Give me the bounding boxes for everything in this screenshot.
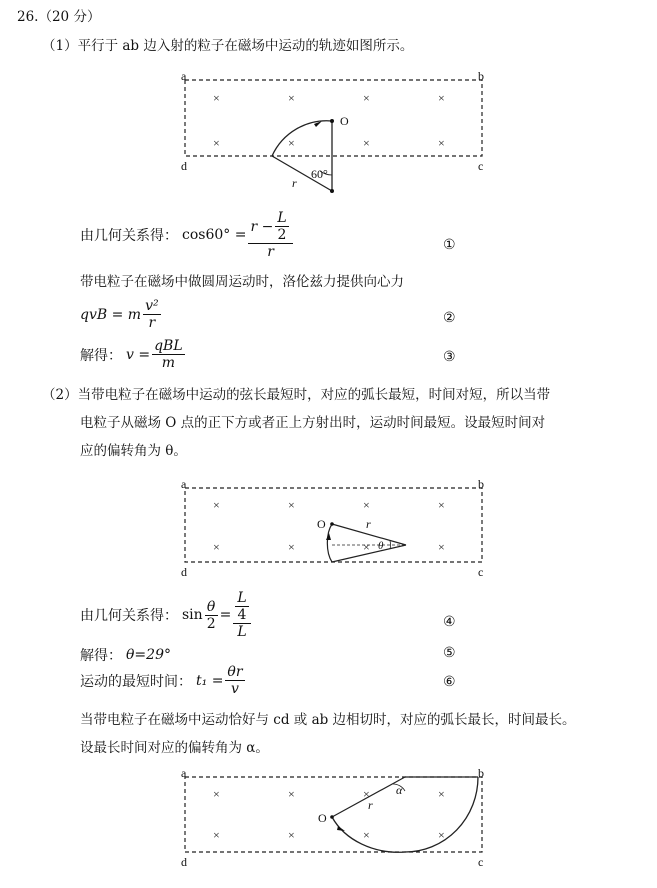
eq6-prefix: 运动的最短时间： bbox=[80, 673, 192, 690]
fig2-label-c: c bbox=[478, 565, 484, 579]
fig2-label-b: b bbox=[478, 477, 484, 491]
fig3-cross: × bbox=[438, 787, 445, 801]
eq2-num: v² bbox=[145, 298, 159, 314]
fig2-cross: × bbox=[288, 540, 295, 554]
fig2-cross: × bbox=[213, 540, 220, 554]
fig2-label-theta: θ bbox=[378, 540, 384, 552]
force-statement: 带电粒子在磁场中做圆周运动时，洛伦兹力提供向心力 bbox=[80, 274, 404, 290]
fig3-cross: × bbox=[288, 828, 295, 842]
fig2-label-r: r bbox=[366, 517, 371, 531]
part2-line-3: 应的偏转角为 θ。 bbox=[80, 443, 187, 459]
eq5-mark: ⑤ bbox=[443, 645, 456, 661]
fig3-label-r: r bbox=[368, 798, 373, 812]
fig1-cross: × bbox=[438, 136, 445, 150]
eq3-lhs: v = bbox=[126, 346, 151, 363]
eq6-mark: ⑥ bbox=[443, 674, 456, 690]
eq6-den: v bbox=[225, 680, 244, 697]
fig2-cross: × bbox=[213, 498, 220, 512]
fig3-label-O: O bbox=[318, 811, 327, 825]
fig1-cross: × bbox=[438, 91, 445, 105]
eq1-num-top: r − bbox=[250, 218, 274, 235]
eq6-lhs: t₁ = bbox=[196, 672, 224, 689]
eq3-den: m bbox=[152, 354, 185, 371]
fig2-cross: × bbox=[363, 540, 370, 554]
part1-intro: （1）平行于 ab 边入射的粒子在磁场中运动的轨迹如图所示。 bbox=[42, 38, 414, 54]
fig3-label-b: b bbox=[478, 766, 484, 780]
fig3-cross: × bbox=[213, 787, 220, 801]
fig1-label-60: 60° bbox=[311, 167, 328, 181]
fig2-cross: × bbox=[438, 540, 445, 554]
fig1-cross: × bbox=[213, 136, 220, 150]
eq1-den: r bbox=[248, 243, 292, 260]
fig1-label-r: r bbox=[292, 176, 297, 190]
eq2-den: r bbox=[143, 314, 161, 331]
eq2-mark: ② bbox=[443, 310, 456, 326]
eq1-two: 2 bbox=[275, 226, 288, 243]
eq4-prefix: 由几何关系得： bbox=[80, 608, 178, 624]
eq3-prefix: 解得： bbox=[80, 347, 122, 364]
eq3-mark: ③ bbox=[443, 349, 456, 365]
eq3-num: qBL bbox=[154, 338, 183, 354]
part3-line-2: 设最长时间对应的偏转角为 α。 bbox=[80, 740, 269, 756]
fig3-cross: × bbox=[438, 828, 445, 842]
fig1-label-c: c bbox=[478, 159, 484, 173]
fig2-label-O: O bbox=[317, 517, 326, 531]
fig1-label-d: d bbox=[181, 159, 187, 173]
fig1-label-b: b bbox=[478, 69, 484, 83]
fig2-label-a: a bbox=[181, 477, 187, 491]
fig1-cross: × bbox=[213, 91, 220, 105]
eq2-lhs: qvB = m bbox=[80, 306, 142, 323]
fig3-label-a: a bbox=[181, 766, 187, 780]
eq1-mark: ① bbox=[443, 237, 456, 253]
eq5-val: θ=29° bbox=[126, 647, 171, 663]
part2-line-1: （2）当带电粒子在磁场中运动的弦长最短时，对应的弧长最短，时间对短，所以当带 bbox=[42, 387, 551, 403]
fig1-cross: × bbox=[288, 91, 295, 105]
eq5-prefix: 解得： bbox=[80, 648, 122, 664]
eq4-theta: θ bbox=[206, 598, 216, 615]
eq4-two: 2 bbox=[206, 615, 216, 632]
eq1-L: L bbox=[277, 210, 287, 226]
fig3-label-d: d bbox=[181, 855, 187, 869]
fig3-cross: × bbox=[363, 787, 370, 801]
fig1-label-a: a bbox=[181, 69, 187, 83]
fig2-cross: × bbox=[438, 498, 445, 512]
eq1-lhs: cos60° = bbox=[182, 227, 247, 243]
fig3-label-alpha: α bbox=[396, 783, 403, 797]
eq4-den: L bbox=[233, 623, 250, 640]
fig3-label-c: c bbox=[478, 855, 484, 869]
fig1-cross: × bbox=[363, 91, 370, 105]
eq4-lhs: sin bbox=[182, 607, 203, 623]
fig2-cross: × bbox=[363, 498, 370, 512]
eq4-eq: = bbox=[219, 607, 232, 623]
eq4-L: L bbox=[237, 590, 247, 606]
fig1-label-O: O bbox=[340, 114, 349, 128]
eq4-four: 4 bbox=[235, 606, 248, 623]
fig2-cross: × bbox=[288, 498, 295, 512]
eq4-mark: ④ bbox=[443, 614, 456, 630]
fig2-label-d: d bbox=[181, 565, 187, 579]
part3-line-1: 当带电粒子在磁场中运动恰好与 cd 或 ab 边相切时，对应的弧长最长，时间最长。 bbox=[80, 712, 576, 728]
fig3-cross: × bbox=[363, 828, 370, 842]
eq1-prefix: 由几何关系得： bbox=[80, 228, 178, 244]
question-title: 26.（20 分） bbox=[17, 9, 101, 25]
eq6-num: θr bbox=[227, 664, 243, 680]
part2-line-2: 电粒子从磁场 O 点的正下方或者正上方射出时，运动时间最短。设最短时间对 bbox=[80, 415, 546, 431]
fig1-cross: × bbox=[363, 136, 370, 150]
fig1-cross: × bbox=[288, 136, 295, 150]
fig3-cross: × bbox=[288, 787, 295, 801]
fig3-cross: × bbox=[213, 828, 220, 842]
